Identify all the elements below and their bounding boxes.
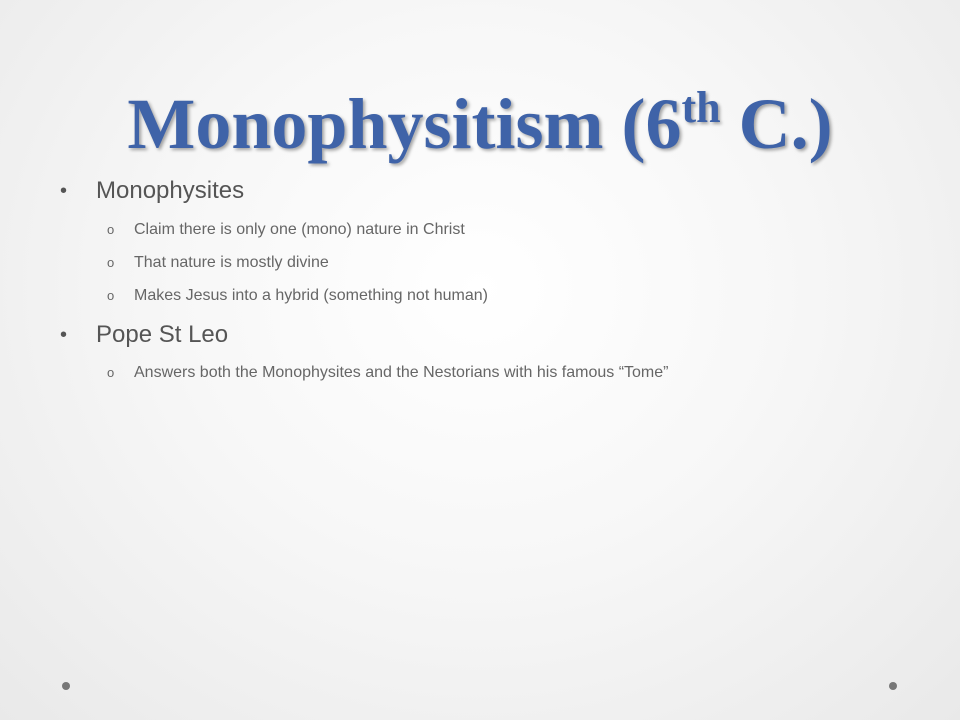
sub-bullet (60, 362, 880, 383)
sub-bullet-marker: o (107, 222, 115, 237)
bullet-text: Pope St Leo (96, 321, 229, 348)
bullet-text: Monophysites (96, 177, 245, 204)
sub-bullet (60, 252, 880, 273)
title-superscript: th (681, 83, 721, 132)
sub-bullet-marker: o (107, 365, 115, 380)
sub-bullet-text: Claim there is only one (mono) nature in Christ (134, 221, 465, 238)
sub-bullet-text: That nature is mostly divine (134, 254, 329, 271)
sub-bullet (60, 219, 880, 240)
slide-title (0, 74, 960, 184)
bullet-marker: • (60, 324, 68, 346)
title-main: Monophysitism (6 (127, 84, 682, 164)
sub-bullet-text: Answers both the Monophysites and the Nestorians with his famous “Tome” (134, 364, 669, 381)
bullet-monophysites (60, 174, 880, 208)
sub-bullet-marker: o (107, 288, 115, 303)
sub-bullet-text: Makes Jesus into a hybrid (something not human) (134, 287, 488, 304)
corner-dot-right (889, 682, 897, 690)
sub-bullet (60, 285, 880, 306)
bullet-pope-st-leo (60, 318, 880, 352)
corner-dot-left (62, 682, 70, 690)
title-end: C.) (720, 84, 833, 164)
bullet-list (60, 172, 880, 383)
sub-bullet-marker: o (107, 255, 115, 270)
bullet-marker: • (60, 180, 68, 202)
